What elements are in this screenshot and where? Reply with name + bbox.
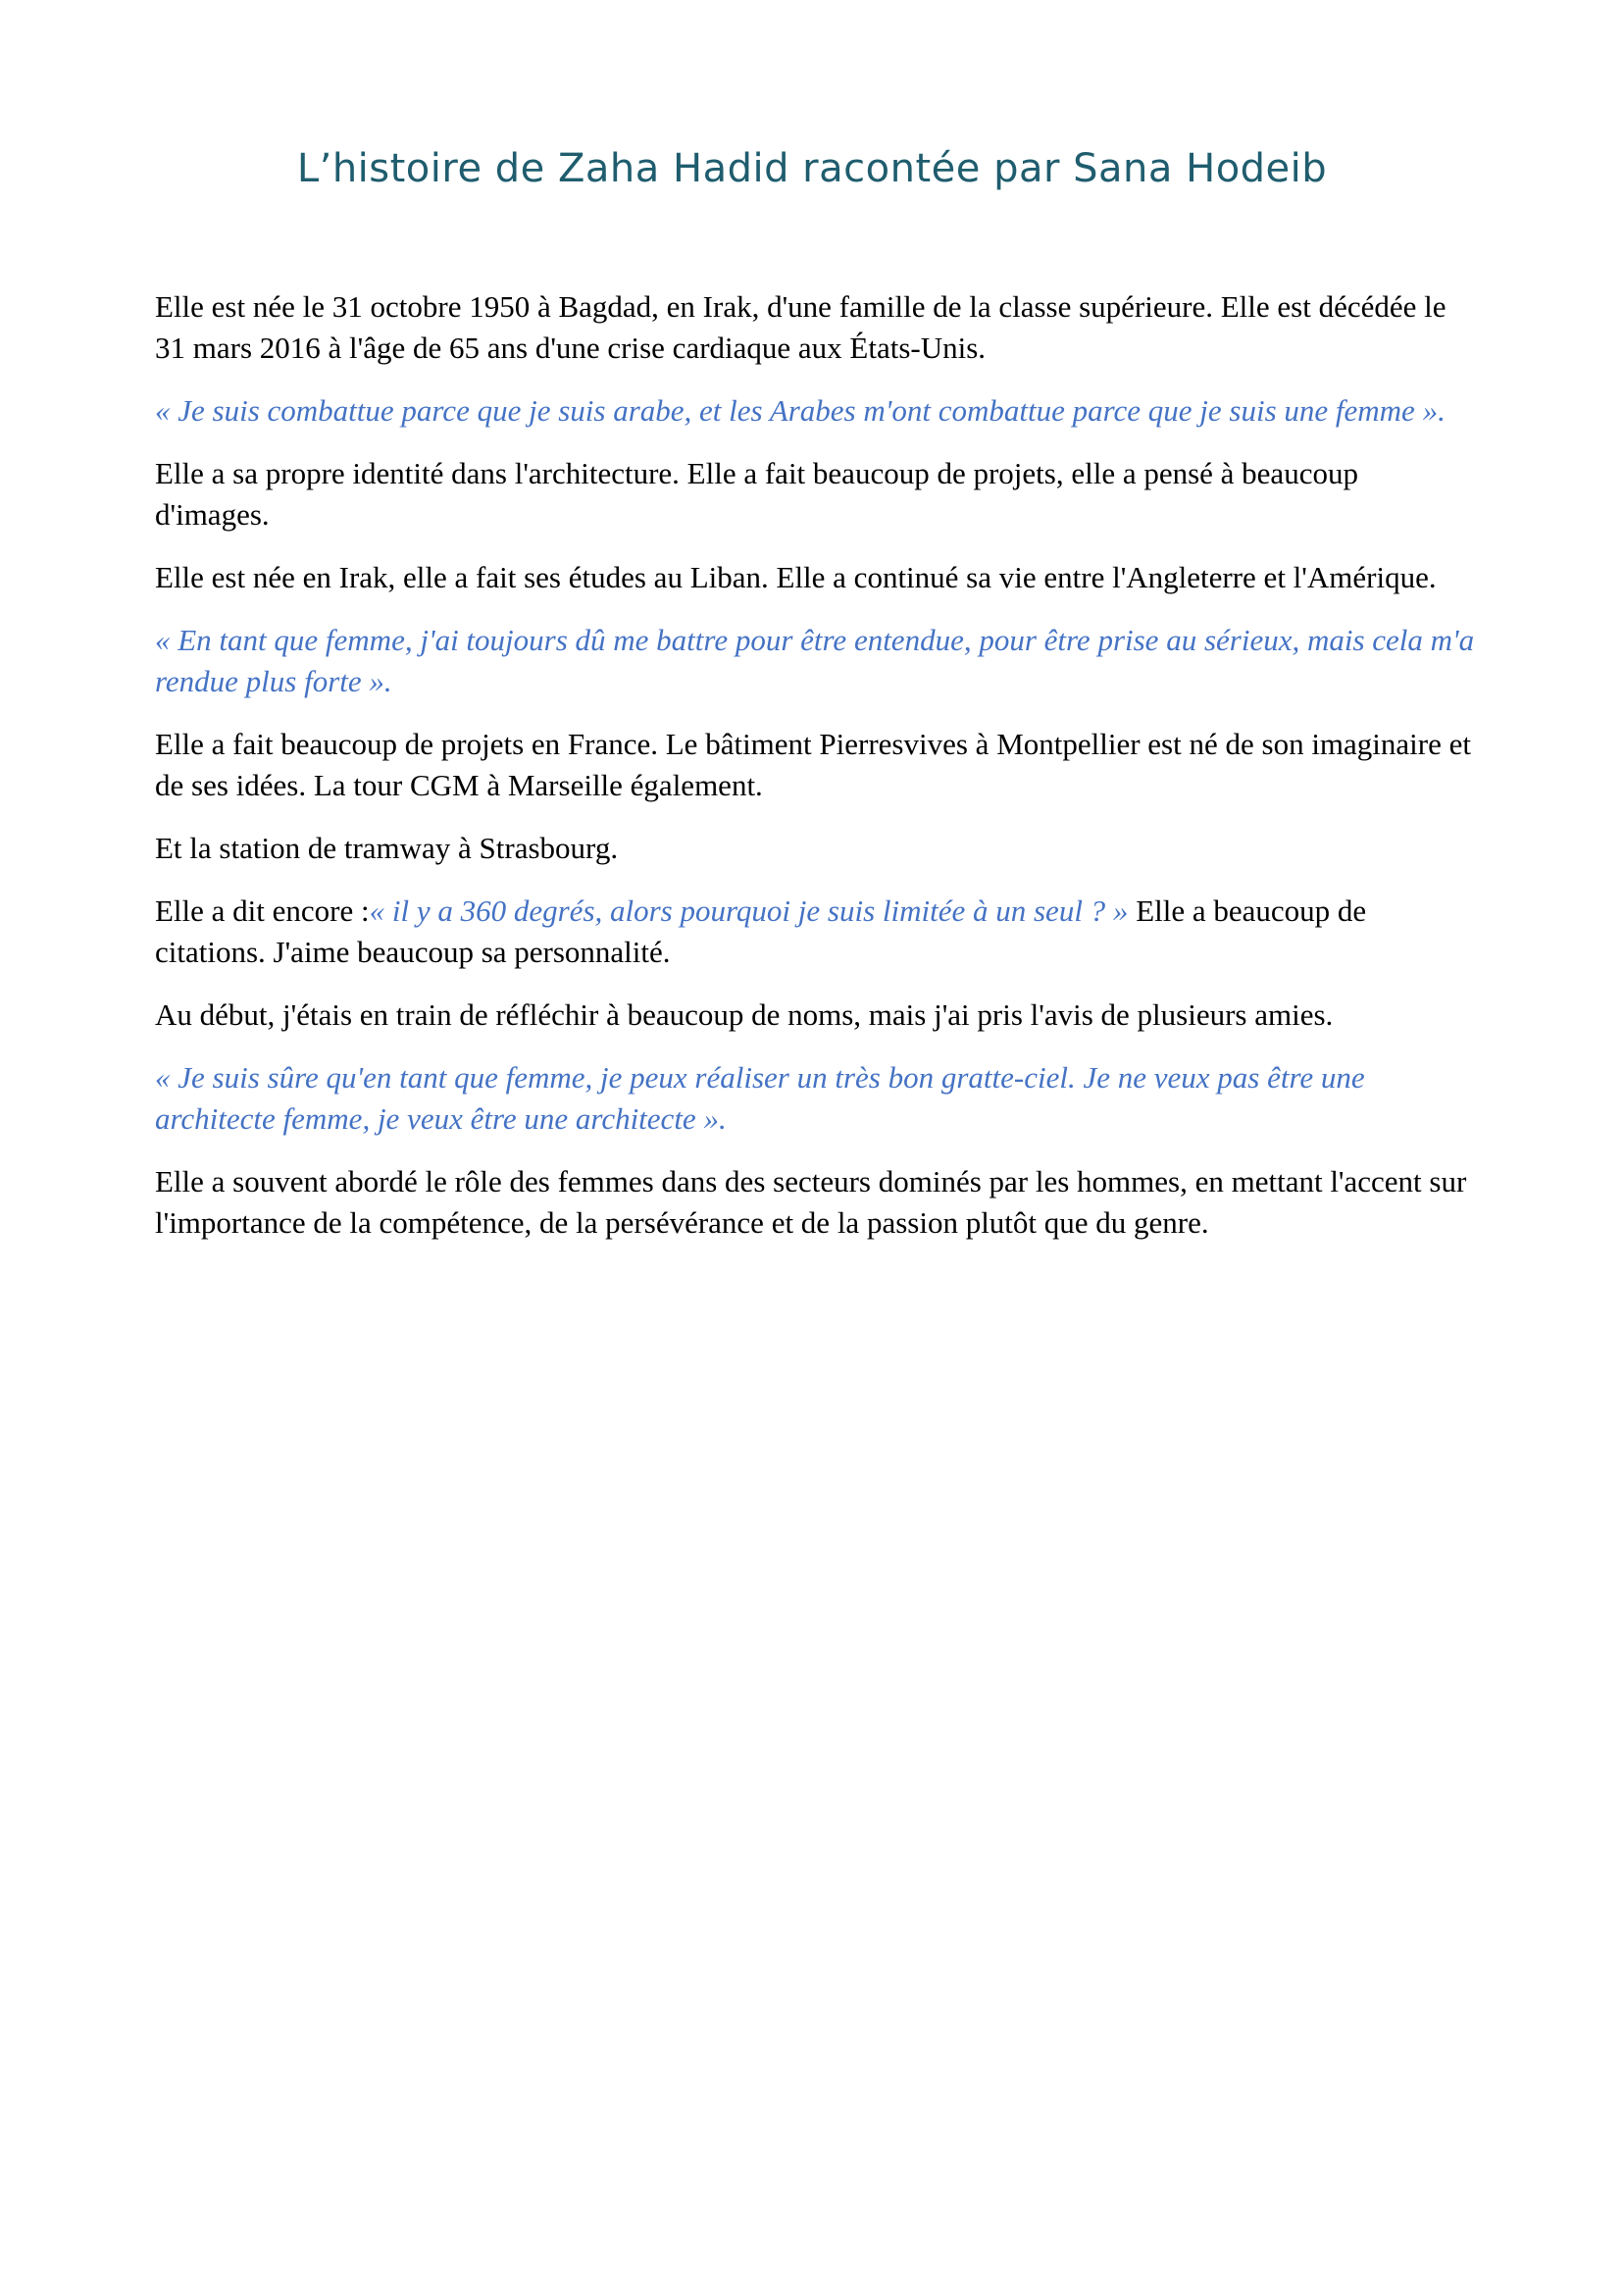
- inline-quote-360-degres: « il y a 360 degrés, alors pourquoi je suis limitée à un seul ? »: [369, 893, 1129, 928]
- quote-arabe-femme: « Je suis combattue parce que je suis arabe, et les Arabes m'ont combattue parce que je suis une femme ».: [155, 393, 1446, 428]
- paragraph-360-before: Elle a dit encore :: [155, 893, 370, 928]
- paragraph-studies: Elle est née en Irak, elle a fait ses études au Liban. Elle a continué sa vie entre l'Angleterre et l'Amérique.: [155, 560, 1437, 594]
- document-body: [155, 286, 1479, 1265]
- paragraph-birth-death: Elle est née le 31 octobre 1950 à Bagdad, en Irak, d'une famille de la classe supérieure. Elle est décédée le 31 mars 2016 à l'âge de 65 ans d'une crise cardiaque aux États-Unis.: [155, 289, 1446, 365]
- quote-gratte-ciel: « Je suis sûre qu'en tant que femme, je peux réaliser un très bon gratte-ciel. Je ne veux pas être une architecte femme, je veux être une architecte ».: [155, 1060, 1365, 1136]
- paragraph-role-femmes: Elle a souvent abordé le rôle des femmes dans des secteurs dominés par les hommes, en mettant l'accent sur l'importance de la compétence, de la persévérance et de la passion plutôt que du genre.: [155, 1164, 1467, 1240]
- paragraph-france-projects: Elle a fait beaucoup de projets en France. Le bâtiment Pierresvives à Montpellier est né de son imaginaire et de ses idées. La tour CGM à Marseille également.: [155, 727, 1471, 802]
- paragraph-360-after: Elle a beaucoup de citations. J'aime beaucoup sa personnalité.: [155, 893, 1367, 969]
- paragraph-360-degres: [155, 891, 1479, 973]
- paragraph-noms: Au début, j'étais en train de réfléchir à beaucoup de noms, mais j'ai pris l'avis de plusieurs amies.: [155, 997, 1334, 1032]
- paragraph-strasbourg: Et la station de tramway à Strasbourg.: [155, 831, 619, 865]
- quote-se-battre: « En tant que femme, j'ai toujours dû me battre pour être entendue, pour être prise au sérieux, mais cela m'a rendue plus forte ».: [155, 623, 1475, 698]
- page-title: L’histoire de Zaha Hadid racontée par Sana Hodeib: [296, 146, 1328, 191]
- paragraph-identity: Elle a sa propre identité dans l'architecture. Elle a fait beaucoup de projets, elle a pensé à beaucoup d'images.: [155, 456, 1358, 532]
